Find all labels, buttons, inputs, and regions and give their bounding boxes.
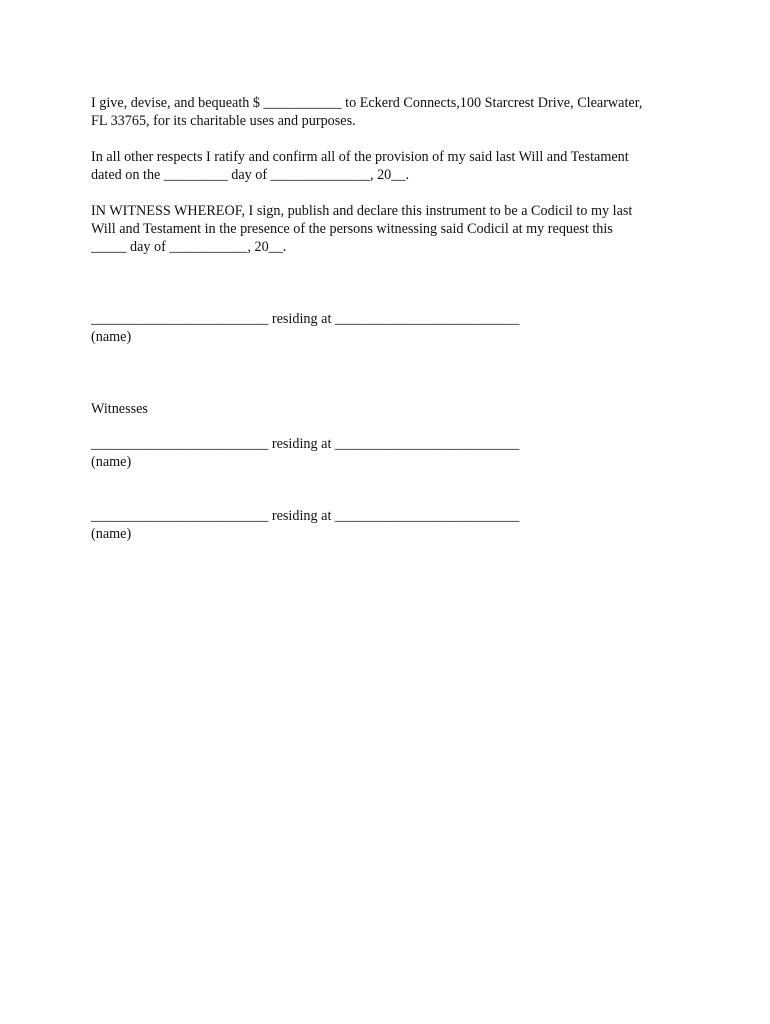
- witness-clause-line-2: Will and Testament in the presence of the persons witnessing said Codicil at my request this: [91, 221, 613, 237]
- ratify-line-2: dated on the _________ day of ______________, 20__.: [91, 167, 409, 183]
- testator-signature-line: _________________________ residing at __________________________: [91, 311, 520, 327]
- witness-clause-line-3: _____ day of ___________, 20__.: [91, 239, 287, 255]
- witness-2-name-caption: (name): [91, 526, 132, 542]
- witness-1-name-caption: (name): [91, 454, 132, 470]
- bequest-line-2: FL 33765, for its charitable uses and purposes.: [91, 113, 356, 129]
- testator-name-caption: (name): [91, 329, 132, 345]
- witness-2-signature-line: _________________________ residing at __________________________: [91, 508, 520, 524]
- witnesses-heading: Witnesses: [91, 401, 148, 417]
- ratify-line-1: In all other respects I ratify and confirm all of the provision of my said last Will and Testament: [91, 149, 629, 165]
- witness-1-signature-line: _________________________ residing at __________________________: [91, 436, 520, 452]
- witness-clause-line-1: IN WITNESS WHEREOF, I sign, publish and declare this instrument to be a Codicil to my last: [91, 203, 633, 219]
- bequest-line-1: I give, devise, and bequeath $ ___________ to Eckerd Connects,100 Starcrest Drive, Clearwater,: [91, 95, 643, 111]
